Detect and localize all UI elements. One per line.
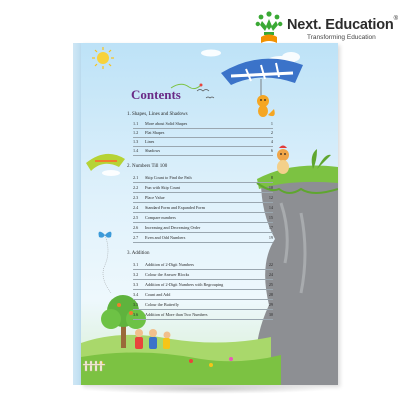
toc-entry[interactable]: 1.1 More about Solid Shapes 1: [133, 121, 273, 128]
toc-rule: [133, 269, 273, 270]
toc-rule: [133, 155, 273, 156]
toc-rule: [133, 146, 273, 147]
toc-rule: [133, 212, 273, 213]
toc-entry[interactable]: 2.5 Compare numbers 15: [133, 215, 273, 222]
section-heading: 3. Addition: [127, 251, 150, 256]
toc-rule: [133, 202, 273, 203]
butterfly-icon: [99, 232, 112, 293]
toc-entry[interactable]: 2.7 Even and Odd Numbers 19: [133, 235, 273, 242]
sun-icon: [92, 47, 114, 69]
toc-entry[interactable]: 3.5 Colour the Butterfly 29: [133, 302, 273, 309]
textbook-cover: [73, 43, 338, 385]
brand-tagline: Transforming Education: [307, 34, 376, 41]
toc-rule: [133, 128, 273, 129]
contents-title: Contents: [131, 87, 181, 102]
toc-rule: [133, 232, 273, 233]
toc-rule: [133, 192, 273, 193]
toc-entry[interactable]: 1.2 Flat Shapes 2: [133, 130, 273, 137]
toc-rule: [133, 319, 273, 320]
toc-entry[interactable]: 2.2 Fun with Skip Count 10: [133, 185, 273, 192]
brand-logo[interactable]: [255, 8, 398, 48]
toc-rule: [133, 242, 273, 243]
toc-entry[interactable]: 3.2 Colour the Answer Blocks 24: [133, 272, 273, 279]
birds-icon: [197, 90, 214, 99]
toc-rule: [133, 289, 273, 290]
toc-rule: [133, 279, 273, 280]
illustration: [81, 43, 338, 385]
bear-icon: [277, 146, 289, 175]
toc-rule: [133, 299, 273, 300]
toc-entry[interactable]: 3.1 Addition of 2-Digit Numbers 22: [133, 262, 273, 269]
hang-glider-icon: [221, 59, 303, 117]
toc-rule: [133, 182, 273, 183]
next-education-logo-icon: [255, 10, 283, 46]
section-heading: 1. Shapes, Lines and Shadows: [127, 112, 188, 117]
small-glider-icon: [86, 154, 125, 171]
toc-entry[interactable]: 1.4 Shadows 6: [133, 148, 273, 155]
toc-entry[interactable]: 2.4 Standard Form and Expanded Form 14: [133, 205, 273, 212]
toc-entry[interactable]: 2.1 Skip Count to Find the Path 8: [133, 175, 273, 182]
brand-name: Next. Education®: [287, 16, 398, 33]
toc-entry[interactable]: 2.3 Place Value 12: [133, 195, 273, 202]
toc-entry[interactable]: 3.4 Count and Add 28: [133, 292, 273, 299]
book-shadow: [80, 384, 330, 394]
toc-rule: [133, 222, 273, 223]
toc-entry[interactable]: 2.6 Increasing and Decreasing Order 17: [133, 225, 273, 232]
toc-rule: [133, 137, 273, 138]
section-heading: 2. Numbers Till 100: [127, 164, 168, 169]
toc-entry[interactable]: 3.3 Addition of 2-Digit Numbers with Regrouping 25: [133, 282, 273, 289]
children-icon: [135, 329, 171, 349]
toc-entry[interactable]: 1.3 Lines 4: [133, 139, 273, 146]
toc-entry[interactable]: 3.6 Addition of More than Two Numbers 30: [133, 312, 273, 319]
contents-page: [81, 43, 338, 385]
toc-rule: [133, 309, 273, 310]
